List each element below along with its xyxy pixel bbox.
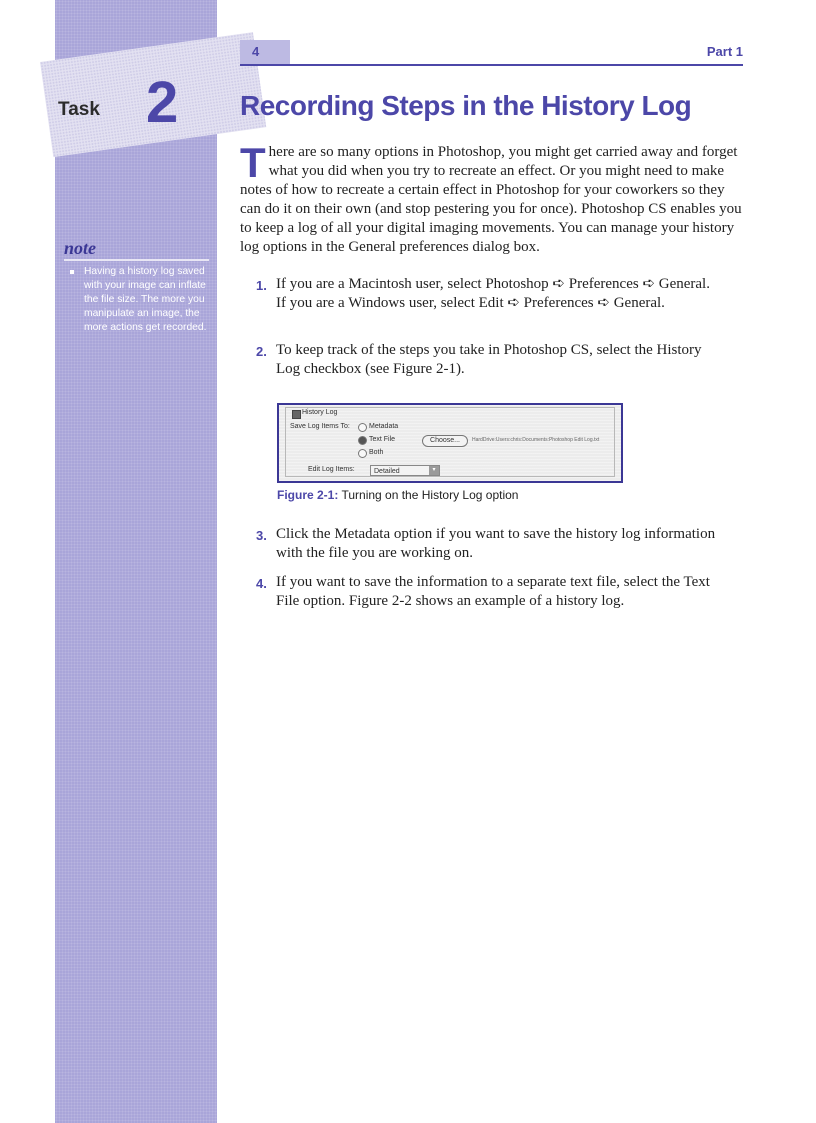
metadata-radio[interactable] <box>358 423 367 432</box>
text-file-label: Text File <box>369 436 396 443</box>
both-label: Both <box>369 449 384 456</box>
page-title: Recording Steps in the History Log <box>240 90 692 121</box>
caption-label: Figure 2-1: <box>277 488 339 502</box>
part-label: Part 1 <box>706 44 743 59</box>
note-text <box>64 265 209 335</box>
step-number: 1. <box>256 278 267 293</box>
caption-text: Turning on the History Log option <box>341 488 519 502</box>
sidebar <box>55 0 217 1123</box>
both-radio[interactable] <box>358 449 367 458</box>
chevron-down-icon: ▾ <box>429 466 439 475</box>
note-box <box>64 238 209 335</box>
text-file-radio[interactable] <box>358 436 367 445</box>
step-text: Click the Metadata option if you want to save the history log information with the file you are working on. <box>276 526 716 561</box>
step-text: To keep track of the steps you take in Photoshop CS, select the History Log checkbox (see Figure 2-1). <box>276 342 702 377</box>
step-number: 3. <box>256 528 267 543</box>
note-body: Having a history log saved with your image can inflate the file size. The more you manipulate an image, the more actions get recorded. <box>84 266 207 333</box>
file-path: HardDrive:Users:chris:Documents:Photoshop Edit Log.txt <box>472 437 600 443</box>
bullet-icon <box>70 270 74 274</box>
metadata-label: Metadata <box>369 423 399 430</box>
figure-panel <box>285 407 615 477</box>
page-number-box <box>240 40 290 64</box>
figure-caption <box>277 488 518 502</box>
task-label: Task <box>58 99 100 120</box>
page-number: 4 <box>252 44 260 59</box>
task-number: 2 <box>146 70 179 135</box>
edit-items-value: Detailed <box>374 468 400 475</box>
note-title: note <box>64 238 209 261</box>
step-number: 4. <box>256 576 267 591</box>
history-log-figure <box>277 403 623 483</box>
edit-items-select[interactable] <box>370 465 440 476</box>
intro-text: here are so many options in Photoshop, you might get carried away and forget what you did when you try to recreate an effect. Or you might need to make notes of how to recreate a certain effect in Photoshop for your coworkers so they can do it on their own (and stop pestering you for once). Photoshop CS enables you to keep a log of all your digital imaging movements. You can manage your history log options in the General preferences dialog box. <box>240 144 742 255</box>
history-log-label: History Log <box>302 409 338 416</box>
choose-button[interactable]: Choose... <box>422 435 468 447</box>
drop-cap: T <box>240 139 266 186</box>
header-bar <box>240 40 743 66</box>
edit-items-label: Edit Log Items: <box>308 466 355 473</box>
history-log-checkbox[interactable] <box>292 410 301 419</box>
step-number: 2. <box>256 344 267 359</box>
intro-paragraph <box>240 139 742 257</box>
step-text: If you are a Macintosh user, select Photoshop ➪ Preferences ➪ General. If you are a Windows user, select Edit ➪ Preferences ➪ General. <box>276 276 710 311</box>
step-text: If you want to save the information to a separate text file, select the Text File option. Figure 2-2 shows an example of a history log. <box>276 574 710 609</box>
save-to-label: Save Log Items To: <box>290 423 350 430</box>
